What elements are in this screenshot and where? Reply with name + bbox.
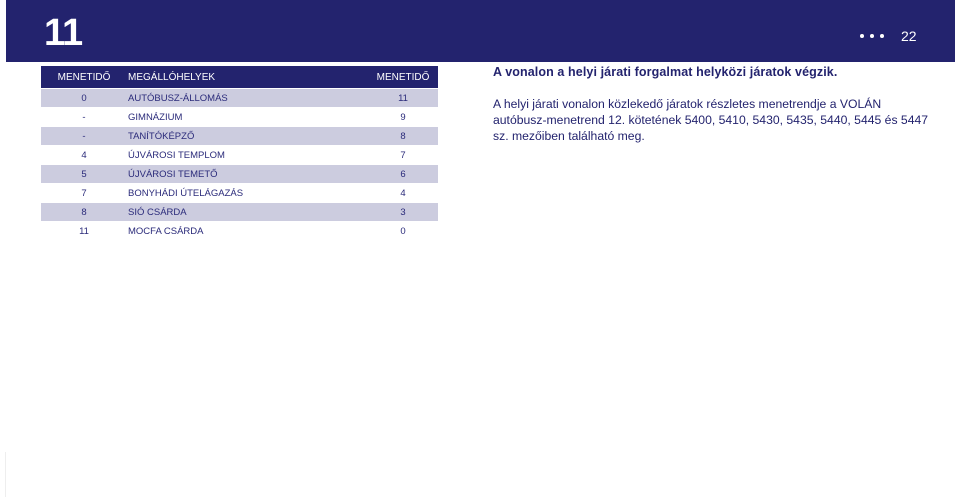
table-row [41,184,438,202]
table-row [41,89,438,107]
cell-departure-right: 6 [400,169,406,180]
cell-departure-left: - [82,131,86,142]
info-body: A helyi járati vonalon közlekedő járatok részletes menetrendje a VOLÁN autóbusz-menetrend 12. kötetének 5400, 5410, 5430, 5435, 5440, 5445 és 5447 sz. mezőiben található meg. [493,97,929,143]
table-row [41,127,438,145]
timetable-rows [41,89,438,241]
cell-departure-right: 7 [400,150,406,161]
column-header-departure-right: MENETIDŐ [376,72,430,83]
page-number: 22 [901,28,917,44]
cell-departure-right: 4 [400,188,406,199]
cell-stop-name: AUTÓBUSZ-ÁLLOMÁS [128,93,228,104]
cell-stop-name: GIMNÁZIUM [128,112,183,123]
cell-departure-left: 8 [81,207,87,218]
column-header-departure-left: MENETIDŐ [57,72,111,83]
cell-stop-name: MOCFA CSÁRDA [128,226,204,237]
table-row [41,222,438,240]
cell-departure-right: 11 [398,93,408,104]
cell-stop-name: TANÍTÓKÉPZŐ [128,131,195,142]
cell-departure-right: 3 [400,207,406,218]
cell-stop-name: ÚJVÁROSI TEMPLOM [128,150,225,161]
cell-stop-name: BONYHÁDI ÚTELÁGAZÁS [128,188,244,199]
cell-departure-left: 4 [81,150,87,161]
page-header [6,0,955,62]
cell-departure-right: 9 [400,112,406,123]
timetable-header [41,66,438,88]
cell-stop-name: ÚJVÁROSI TEMETŐ [128,169,218,180]
info-title: A vonalon a helyi járati forgalmat helyközi járatok végzik. [493,65,838,79]
cell-departure-left: 7 [81,188,87,199]
cell-stop-name: SIÓ CSÁRDA [128,207,187,218]
table-row [41,165,438,183]
more-dots-icon [860,34,890,52]
cell-departure-left: 11 [79,226,89,237]
page-edge-divider [5,452,6,497]
cell-departure-left: - [82,112,86,123]
cell-departure-right: 8 [400,131,406,142]
table-row [41,108,438,126]
route-number: 11 [44,12,83,54]
cell-departure-left: 5 [81,169,87,180]
table-row [41,146,438,164]
cell-departure-right: 0 [400,226,406,237]
table-row [41,203,438,221]
column-header-stops: MEGÁLLÓHELYEK [128,72,216,83]
cell-departure-left: 0 [81,93,87,104]
